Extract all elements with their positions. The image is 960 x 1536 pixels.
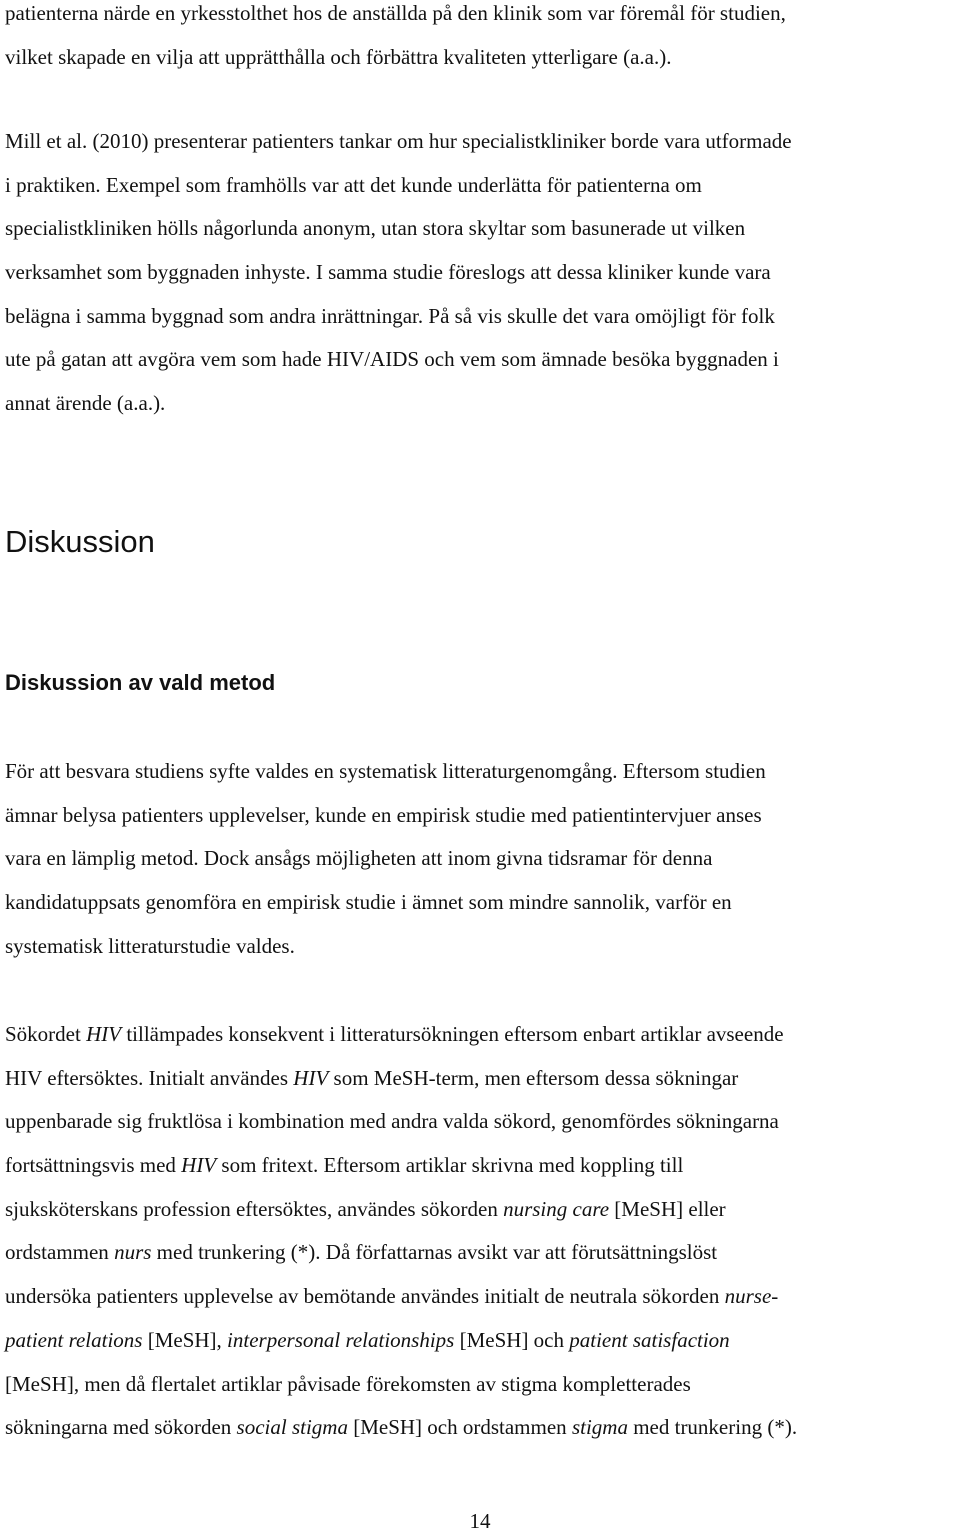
text-line: uppenbarade sig fruktlösa i kombination med andra valda sökord, genomfördes sökningarna bbox=[5, 1109, 779, 1134]
text-line: belägna i samma byggnad som andra inrättningar. På så vis skulle det vara omöjligt för folk bbox=[5, 303, 775, 328]
text-line: För att besvara studiens syfte valdes en systematisk litteraturgenomgång. Eftersom studien bbox=[5, 759, 766, 783]
search-term: patient relations bbox=[5, 1327, 143, 1352]
search-term: interpersonal relationships bbox=[227, 1327, 455, 1352]
paragraph-mill bbox=[5, 120, 960, 426]
paragraph-search-terms bbox=[5, 1013, 960, 1450]
search-term: nurse- bbox=[724, 1284, 779, 1309]
text-line: kandidatuppsats genomföra en empirisk studie i ämnet som mindre sannolik, varför en bbox=[5, 890, 732, 915]
text-line: patient relations [MeSH], interpersonal relationships [MeSH] och patient satisfaction bbox=[5, 1327, 730, 1352]
text-line: vara en lämplig metod. Dock ansågs möjligheten att inom givna tidsramar för denna bbox=[5, 846, 713, 871]
section-heading: Diskussion bbox=[5, 524, 155, 559]
search-term: HIV bbox=[293, 1065, 329, 1090]
text-line: systematisk litteraturstudie valdes. bbox=[5, 933, 295, 958]
text-line: Sökordet HIV tillämpades konsekvent i litteratursökningen eftersom enbart artiklar avseende bbox=[5, 1022, 784, 1046]
text-line: undersöka patienters upplevelse av bemötande användes initialt de neutrala sökorden nurse- bbox=[5, 1284, 779, 1309]
search-term: HIV bbox=[181, 1153, 217, 1178]
subsection-heading: Diskussion av vald metod bbox=[5, 670, 276, 695]
search-term: patient satisfaction bbox=[569, 1327, 730, 1352]
text-line: sökningarna med sökorden social stigma [MeSH] och ordstammen stigma med trunkering (*). bbox=[5, 1415, 798, 1440]
search-term: social stigma bbox=[236, 1415, 348, 1440]
search-term: nursing care bbox=[503, 1196, 610, 1221]
text-line: Mill et al. (2010) presenterar patienters tankar om hur specialistkliniker borde vara utformade bbox=[5, 129, 792, 153]
text-line: sjuksköterskans profession eftersöktes, användes sökorden nursing care [MeSH] eller bbox=[5, 1196, 726, 1221]
paragraph-method bbox=[5, 750, 960, 968]
text-line: fortsättningsvis med HIV som fritext. Eftersom artiklar skrivna med koppling till bbox=[5, 1153, 684, 1178]
text-line: ordstammen nurs med trunkering (*). Då författarnas avsikt var att förutsättningslöst bbox=[5, 1240, 718, 1265]
text-line: ute på gatan att avgöra vem som hade HIV/AIDS och vem som ämnade besöka byggnaden i bbox=[5, 347, 779, 372]
search-term: HIV bbox=[86, 1022, 122, 1046]
paragraph-continued bbox=[5, 0, 960, 79]
text-line: vilket skapade en vilja att upprätthålla och förbättra kvaliteten ytterligare (a.a.). bbox=[5, 44, 672, 69]
text-line: annat ärende (a.a.). bbox=[5, 391, 166, 416]
text-line: HIV eftersöktes. Initialt användes HIV som MeSH-term, men eftersom dessa sökningar bbox=[5, 1065, 739, 1090]
text-line: [MeSH], men då flertalet artiklar påvisade förekomsten av stigma kompletterades bbox=[5, 1371, 691, 1396]
search-term: nurs bbox=[114, 1240, 152, 1265]
text-line: verksamhet som byggnaden inhyste. I samma studie föreslogs att dessa kliniker kunde vara bbox=[5, 260, 771, 285]
search-term: stigma bbox=[571, 1415, 628, 1440]
text-line: i praktiken. Exempel som framhölls var att det kunde underlätta för patienterna om bbox=[5, 172, 702, 197]
text-line: specialistkliniken hölls någorlunda anonym, utan stora skyltar som basunerade ut vilken bbox=[5, 216, 746, 241]
text-line: ämnar belysa patienters upplevelser, kunde en empirisk studie med patientintervjuer anses bbox=[5, 802, 762, 827]
page-number: 14 bbox=[469, 1509, 491, 1533]
text-line: patienterna närde en yrkesstolthet hos de anställda på den klinik som var föremål för studien, bbox=[5, 1, 786, 25]
